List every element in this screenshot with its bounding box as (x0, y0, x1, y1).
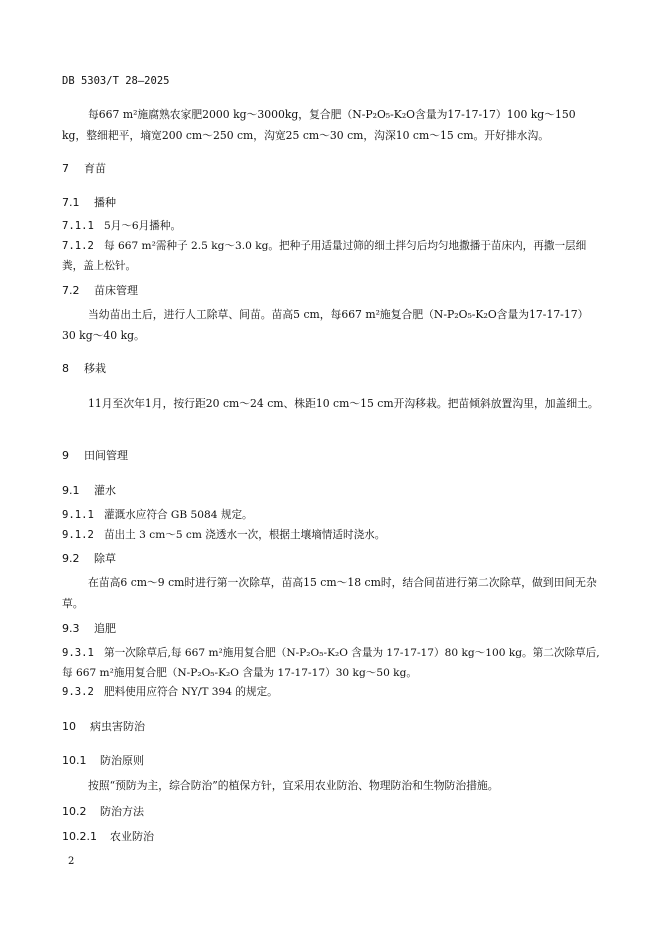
heading-title: 防治方法 (100, 805, 144, 818)
heading-title: 田间管理 (84, 449, 128, 462)
item-9-3-1 (62, 643, 602, 683)
paragraph-fertilizer-base: 每667 m²施腐熟农家肥2000 kg～3000kg，复合肥（N-P₂O₅-K₂O含量为17-17-17）100 kg～150 kg，整细耙平，墒宽200 cm～250 cm，沟宽25 cm～30 cm，沟深10 cm～15 cm。开好排水沟。 (62, 108, 576, 142)
heading-title: 育苗 (84, 162, 106, 175)
item-number: 9.3.2 (62, 686, 94, 698)
heading-title: 灌水 (94, 484, 116, 497)
heading-title: 病虫害防治 (90, 720, 145, 733)
item-text: 每 667 m²需种子 2.5 kg～3.0 kg。把种子用适量过筛的细土拌匀后均匀地撒播于苗床内，再撒一层细粪，盖上松针。 (62, 240, 587, 272)
item-text: 第一次除草后,每 667 m²施用复合肥（N-P₂O₅-K₂O 含量为 17-17-17）80 kg～100 kg。第二次除草后,每 667 m²施用复合肥（N-P₂O₅-K₂O 含量为 17-17-17）30 kg～50 kg。 (62, 647, 600, 679)
item-number: 7.1.2 (62, 240, 94, 252)
heading-title: 苗床管理 (94, 284, 138, 297)
heading-7 (62, 160, 602, 176)
heading-10-1 (62, 752, 602, 768)
heading-number: 10.2 (62, 805, 87, 818)
heading-title: 追肥 (94, 622, 116, 635)
heading-10-2 (62, 803, 602, 819)
heading-number: 9 (62, 449, 69, 462)
paragraph-weeding: 在苗高6 cm～9 cm时进行第一次除草，苗高15 cm～18 cm时，结合间苗进行第二次除草，做到田间无杂草。 (62, 576, 597, 610)
heading-number: 7 (62, 162, 69, 175)
item-number: 9.1.2 (62, 529, 94, 541)
heading-9 (62, 447, 602, 463)
heading-title: 防治原则 (100, 754, 144, 767)
heading-7-1 (62, 194, 602, 210)
item-7-1-2 (62, 236, 602, 276)
paragraph-prevention-principle: 按照“预防为主，综合防治”的植保方针，宜采用农业防治、物理防治和生物防治措施。 (88, 779, 499, 792)
heading-title: 移栽 (84, 362, 106, 375)
item-text: 肥料使用应符合 NY/T 394 的规定。 (104, 686, 278, 698)
item-9-3-2 (62, 682, 602, 702)
heading-9-2 (62, 550, 602, 566)
heading-8 (62, 360, 602, 376)
document-header-code: DB 5303/T 28—2025 (62, 75, 170, 87)
heading-title: 播种 (94, 196, 116, 209)
heading-title: 农业防治 (110, 830, 154, 843)
paragraph-transplant: 11月至次年1月，按行距20 cm～24 cm、株距10 cm～15 cm开沟移栽。把苗倾斜放置沟里，加盖细土。 (88, 397, 599, 410)
heading-10-2-1 (62, 828, 602, 844)
heading-9-3 (62, 620, 602, 636)
heading-number: 9.1 (62, 484, 80, 497)
heading-number: 9.3 (62, 622, 80, 635)
item-7-1-1 (62, 216, 602, 236)
item-9-1-2 (62, 525, 602, 545)
heading-number: 10 (62, 720, 76, 733)
heading-number: 10.1 (62, 754, 87, 767)
item-text: 灌溉水应符合 GB 5084 规定。 (104, 509, 253, 521)
heading-number: 8 (62, 362, 69, 375)
item-text: 5月～6月播种。 (104, 220, 182, 232)
heading-number: 7.1 (62, 196, 80, 209)
heading-9-1 (62, 482, 602, 498)
item-number: 9.1.1 (62, 509, 94, 521)
item-number: 9.3.1 (62, 647, 94, 659)
heading-number: 9.2 (62, 552, 80, 565)
page-number: 2 (68, 856, 75, 867)
heading-7-2 (62, 282, 602, 298)
heading-title: 除草 (94, 552, 116, 565)
item-number: 7.1.1 (62, 220, 94, 232)
item-9-1-1 (62, 505, 602, 525)
heading-number: 10.2.1 (62, 830, 97, 843)
heading-number: 7.2 (62, 284, 80, 297)
item-text: 苗出土 3 cm～5 cm 浇透水一次，根据土壤墒情适时浇水。 (104, 529, 386, 541)
paragraph-seedbed: 当幼苗出土后，进行人工除草、间苗。苗高5 cm，每667 m²施复合肥（N-P₂O₅-K₂O含量为17-17-17）30 kg～40 kg。 (62, 308, 589, 342)
heading-10 (62, 718, 602, 734)
